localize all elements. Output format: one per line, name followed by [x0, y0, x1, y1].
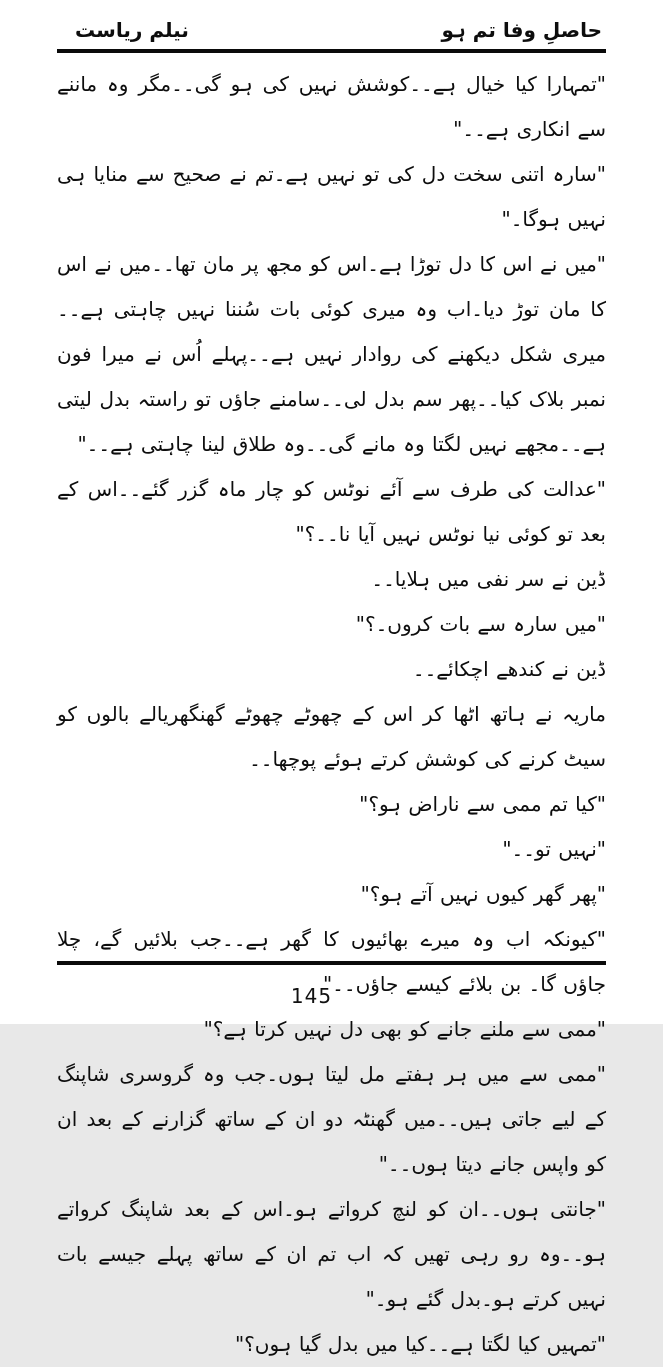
- paragraph: "عدالت کی طرف سے آئے نوٹس کو چار ماہ گزر گئے۔۔اس کے بعد تو کوئی نیا نوٹس نہیں آیا نا۔۔؟": [57, 477, 606, 546]
- paragraph: ڈین نے کندھے اچکائے۔۔: [412, 657, 606, 681]
- page-content: [57, 0, 606, 1356]
- paragraph: "میں نے اس کا دل توڑا ہے۔اس کو مجھ پر مان تھا۔۔میں نے اس کا مان توڑ دیا۔اب وہ میری کوئی بات سُننا نہیں چاہتی ہے۔۔میری شکل دیکھنے کی روادار نہیں ہے۔۔پہلے اُس نے میرا فون نمبر بلاک کیا۔۔پھر سم بدل لی۔۔سامنے جاؤں تو راستہ بدل لیتی ہے۔۔مجھے نہیں لگتا وہ مانے گی۔۔وہ طلاق لینا چاہتی ہے۔۔": [57, 252, 606, 456]
- page-header: [57, 0, 606, 44]
- footer-rule: [57, 961, 606, 965]
- paragraph: "ممی سے ملنے جانے کو بھی دل نہیں کرتا ہے؟": [203, 1017, 606, 1041]
- paragraph: ڈین نے سر نفی میں ہلایا۔۔: [371, 567, 606, 591]
- paragraph: ماریہ نے ہاتھ اٹھا کر اس کے چھوٹے چھوٹے گھنگھریالے بالوں کو سیٹ کرنے کی کوشش کرتے ہوئے پوچھا۔۔: [57, 702, 606, 771]
- paragraph: "کیونکہ اب وہ میرے بھائیوں کا گھر ہے۔۔جب بلائیں گے، چلا جاؤں گا۔ بن بلائے کیسے جاؤں۔۔": [57, 927, 606, 996]
- paragraph: "کیا تم ممی سے ناراض ہو؟": [359, 792, 606, 816]
- book-title: حاصلِ وفا تم ہو: [441, 18, 602, 42]
- paragraph: "تمہارا کیا خیال ہے۔۔کوشش نہیں کی ہو گی۔۔مگر وہ ماننے سے انکاری ہے۔۔": [57, 72, 606, 141]
- author-name: نیلم ریاست: [75, 18, 189, 42]
- paragraph: "جانتی ہوں۔۔ان کو لنچ کرواتے ہو۔اس کے بعد شاپنگ کرواتے ہو۔۔وہ رو رہی تھیں کہ اب تم ان کے ساتھ پہلے جیسے بات نہیں کرتے ہو۔بدل گئے ہو۔": [57, 1197, 606, 1311]
- paragraph: "میں سارہ سے بات کروں۔؟": [355, 612, 606, 636]
- paragraph: "نہیں تو۔۔": [502, 837, 606, 861]
- paragraph: "سارہ اتنی سخت دل کی تو نہیں ہے۔تم نے صحیح سے منایا ہی نہیں ہوگا۔": [57, 162, 606, 231]
- paragraph: "ممی سے میں ہر ہفتے مل لیتا ہوں۔جب وہ گروسری شاپنگ کے لیے جاتی ہیں۔۔میں گھنٹہ دو ان کے ساتھ گزارنے کے بعد ان کو واپس جانے دیتا ہوں۔۔": [57, 1062, 606, 1176]
- header-rule: [57, 49, 606, 53]
- body-text: [57, 62, 606, 1367]
- paragraph: "تمہیں کیا لگتا ہے۔۔کیا میں بدل گیا ہوں؟": [234, 1332, 606, 1356]
- paragraph: "پھر گھر کیوں نہیں آتے ہو؟": [360, 882, 606, 906]
- page-number: 145: [290, 984, 333, 1008]
